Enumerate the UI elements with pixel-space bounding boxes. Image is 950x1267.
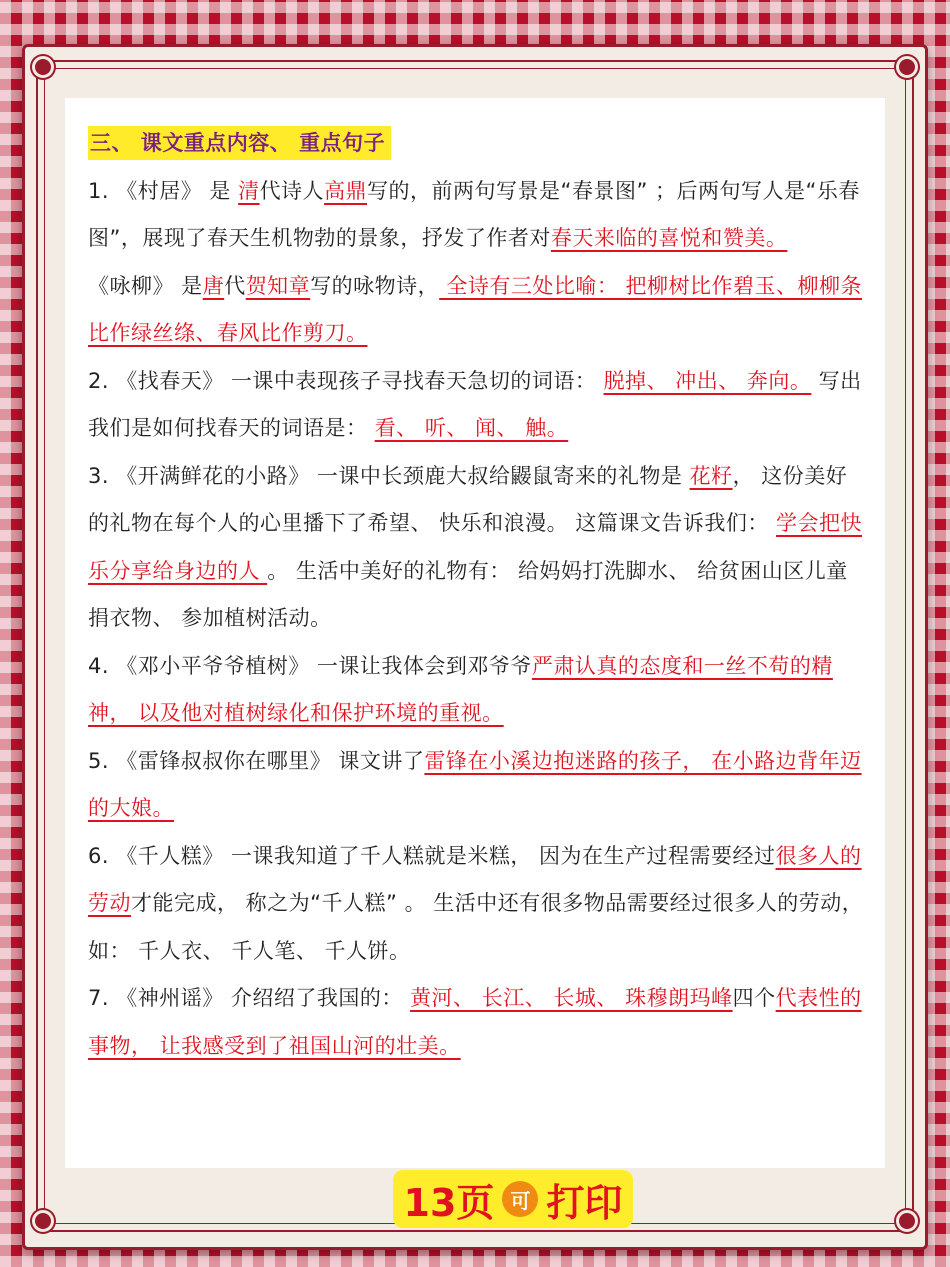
page-count-label: 13页 <box>403 1180 495 1225</box>
body-text: 代 <box>224 273 246 298</box>
body-text: 7. 《神州谣》 介绍绍了我国的： <box>88 986 411 1010</box>
answer-text: 春天来临的喜悦和赞美。 <box>550 226 788 250</box>
body-text: 写出我们是如何找春天的词语是： <box>88 368 862 440</box>
answer-text: 黄河、 长江、 长城、 珠穆朗玛峰 <box>410 986 733 1010</box>
body-text: 。 生活中美好的礼物有： 给妈妈打洗脚水、 给贫困山区儿童捐衣物、 参加植树活动。 <box>88 558 848 630</box>
list-item <box>88 168 868 263</box>
corner-dot-icon <box>32 1210 54 1232</box>
print-label: 打印 <box>546 1180 623 1225</box>
body-text: 《咏柳》 是 <box>88 273 203 298</box>
answer-text: 花籽 <box>689 463 733 488</box>
list-item <box>88 833 868 976</box>
answer-text: 脱掉、 冲出、 奔向。 <box>603 368 812 393</box>
list-item <box>88 263 868 358</box>
answer-text: 学会把快乐分享给身边的人 <box>88 511 863 583</box>
answer-text: 清 <box>238 178 260 203</box>
body-text: 6. 《千人糕》 一课我知道了千人糕就是米糕， 因为在生产过程需要经过 <box>88 843 776 868</box>
answer-text: 高鼎 <box>324 178 368 203</box>
body-text: 写的，前两句写景是“春景图” ；后两句写人是“乐春图”，展现了春天生机物勃的景象，抒发了作者对 <box>88 178 860 250</box>
section-heading: 三、 课文重点内容、 重点句子 <box>88 126 391 160</box>
corner-dot-icon <box>32 56 54 78</box>
body-text: 1. 《村居》 是 <box>88 178 239 203</box>
answer-text: 全诗有三处比喻： 把柳树比作碧玉、柳柳条比作绿丝绦、春风比作剪刀。 <box>88 273 863 345</box>
body-text: 3. 《开满鲜花的小路》 一课中长颈鹿大叔给鼹鼠寄来的礼物是 <box>88 463 690 488</box>
list-item <box>88 738 868 833</box>
document-content <box>88 120 868 1070</box>
body-text: 5. 《雷锋叔叔你在哪里》 课文讲了 <box>88 748 425 773</box>
answer-text: 贺知章 <box>245 273 311 298</box>
corner-dot-icon <box>896 56 918 78</box>
answer-text: 严肃认真的态度和一丝不苟的精神， 以及他对植树绿化和保护环境的重视。 <box>88 653 833 725</box>
list-item <box>88 358 868 453</box>
answer-text: 很多人的劳动 <box>88 843 862 915</box>
body-text: 才能完成， 称之为“千人糕” 。 生活中还有很多物品需要经过很多人的劳动， 如： 千人衣、 千人笔、 千人饼。 <box>88 891 864 963</box>
answer-text: 看、 听、 闻、 触。 <box>374 416 569 440</box>
answer-text: 雷锋在小溪边抱迷路的孩子， 在小路边背年迈的大娘。 <box>88 748 862 820</box>
body-text: ， 这份美好的礼物在每个人的心里播下了希望、 快乐和浪漫。 这篇课文告诉我们： <box>88 463 848 535</box>
list-item <box>88 975 868 1070</box>
body-text: 四个 <box>732 986 776 1010</box>
body-text: 写的咏物诗， <box>310 273 440 298</box>
body-text: 2. 《找春天》 一课中表现孩子寻找春天急切的词语： <box>88 368 604 393</box>
list-item <box>88 643 868 738</box>
body-text: 4. 《邓小平爷爷植树》 一课让我体会到邓爷爷 <box>88 653 532 678</box>
list-item <box>88 453 868 643</box>
print-permission-icon: 可 <box>502 1181 538 1217</box>
body-text: 代诗人 <box>259 178 325 203</box>
corner-dot-icon <box>896 1210 918 1232</box>
answer-text: 唐 <box>202 273 225 298</box>
print-badge[interactable] <box>393 1170 633 1228</box>
items-list <box>88 168 868 1071</box>
answer-text: 代表性的事物， 让我感受到了祖国山河的壮美。 <box>88 986 862 1058</box>
